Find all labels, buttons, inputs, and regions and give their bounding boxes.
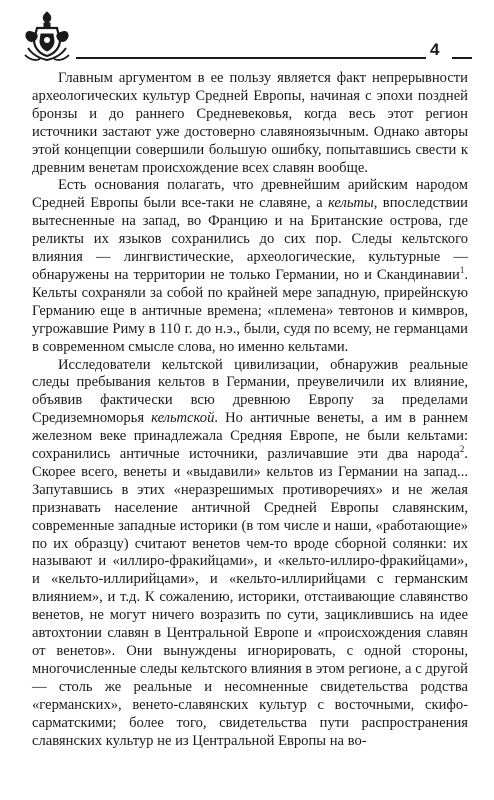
italic-term: кельты [327, 195, 374, 212]
paragraph [32, 357, 468, 751]
text-run: , впоследствии вытесненные на запад, во Францию и на Британские острова, где реликты их языков сохранились до сих пор. Следы кельтского влияния — лингвистические, археологические, культурные — обнаружены на территории не только Германии, но и Скандинавии [32, 195, 468, 283]
footnote-ref: 1 [459, 265, 465, 276]
text-run: Исследователи кельтской цивилизации, обнаружив реальные следы пребывания кельтов в Германии, преувеличили их влияние, объявив фактически всю древнюю Европу за пределами Средиземноморья [32, 356, 468, 427]
footnote-ref: 2 [459, 444, 465, 455]
text-run: Главным аргументом в ее пользу является факт непрерывности археологических культур Средней Европы, начиная с эпохи поздней бронзы и до раннего Средневековья, когда весь этот регион источники застают уже достоверно славяноязычным. Однако авторы этой концепции совершили большую ошибку, попытавшись свести к древним венетам происхождение всех славян вообще. [32, 70, 468, 176]
header-rule-left [76, 57, 426, 59]
page-header [18, 10, 478, 65]
text-run: . Скорее всего, венеты и «выдавили» кельтов из Германии на запад... Запутавшись в этих «неразрешимых противоречиях» и не желая признавать население античной Средней Европы славянским, современные западные историки (в том числе и наши, «работающие» по их образцу) считают венетов чем-то вроде сборной солянки: их называют и «иллиро-фракийцами», и «кельто-иллиро-фракийцами», и «кельто-иллирийцами», и «кельто-иллирийцами с германским влиянием», и т.д. К сожалению, историки, отстаивающие славянство венетов, не могут ничего возразить по сути, зациклившись на идее автохтонии славян в Центральной Европе и «происхождения славян от венетов». Они вынуждены игнорировать, с одной стороны, многочисленные следы кельтского влияния в этом регионе, а с другой — столь же реальные и несомненные свидетельства родства «германских», венето-славянских культур с восточными, скифо-сарматскими; более того, свидетельства пути распространения славянских культур не из Центральной Европы на во- [32, 446, 468, 749]
body-text [32, 70, 468, 750]
text-run: Есть основания полагать, что древнейшим арийским народом Средней Европы были все-таки не славяне, а [32, 177, 468, 212]
text-run: . Но античные венеты, а им в раннем железном веке принадлежала Средняя Европе, не были кельтами: сохранились античные источники, различавшие эти два народа [32, 410, 469, 463]
paragraph [32, 177, 468, 356]
page-number: 4 [430, 40, 440, 59]
italic-term: кельтской [151, 410, 215, 427]
paragraph [32, 70, 468, 177]
text-run: . Кельты сохраняли за собой по крайней мере западную, прирейнскую Германию еще в античные времена; «племена» тевтонов и кимвров, угрожавшие Риму в 110 г. до н.э., были, судя по всему, не германцами в современном смысле слова, но именно кельтами. [32, 266, 468, 355]
ornament-icon [22, 10, 72, 62]
header-rule-right [452, 57, 472, 59]
